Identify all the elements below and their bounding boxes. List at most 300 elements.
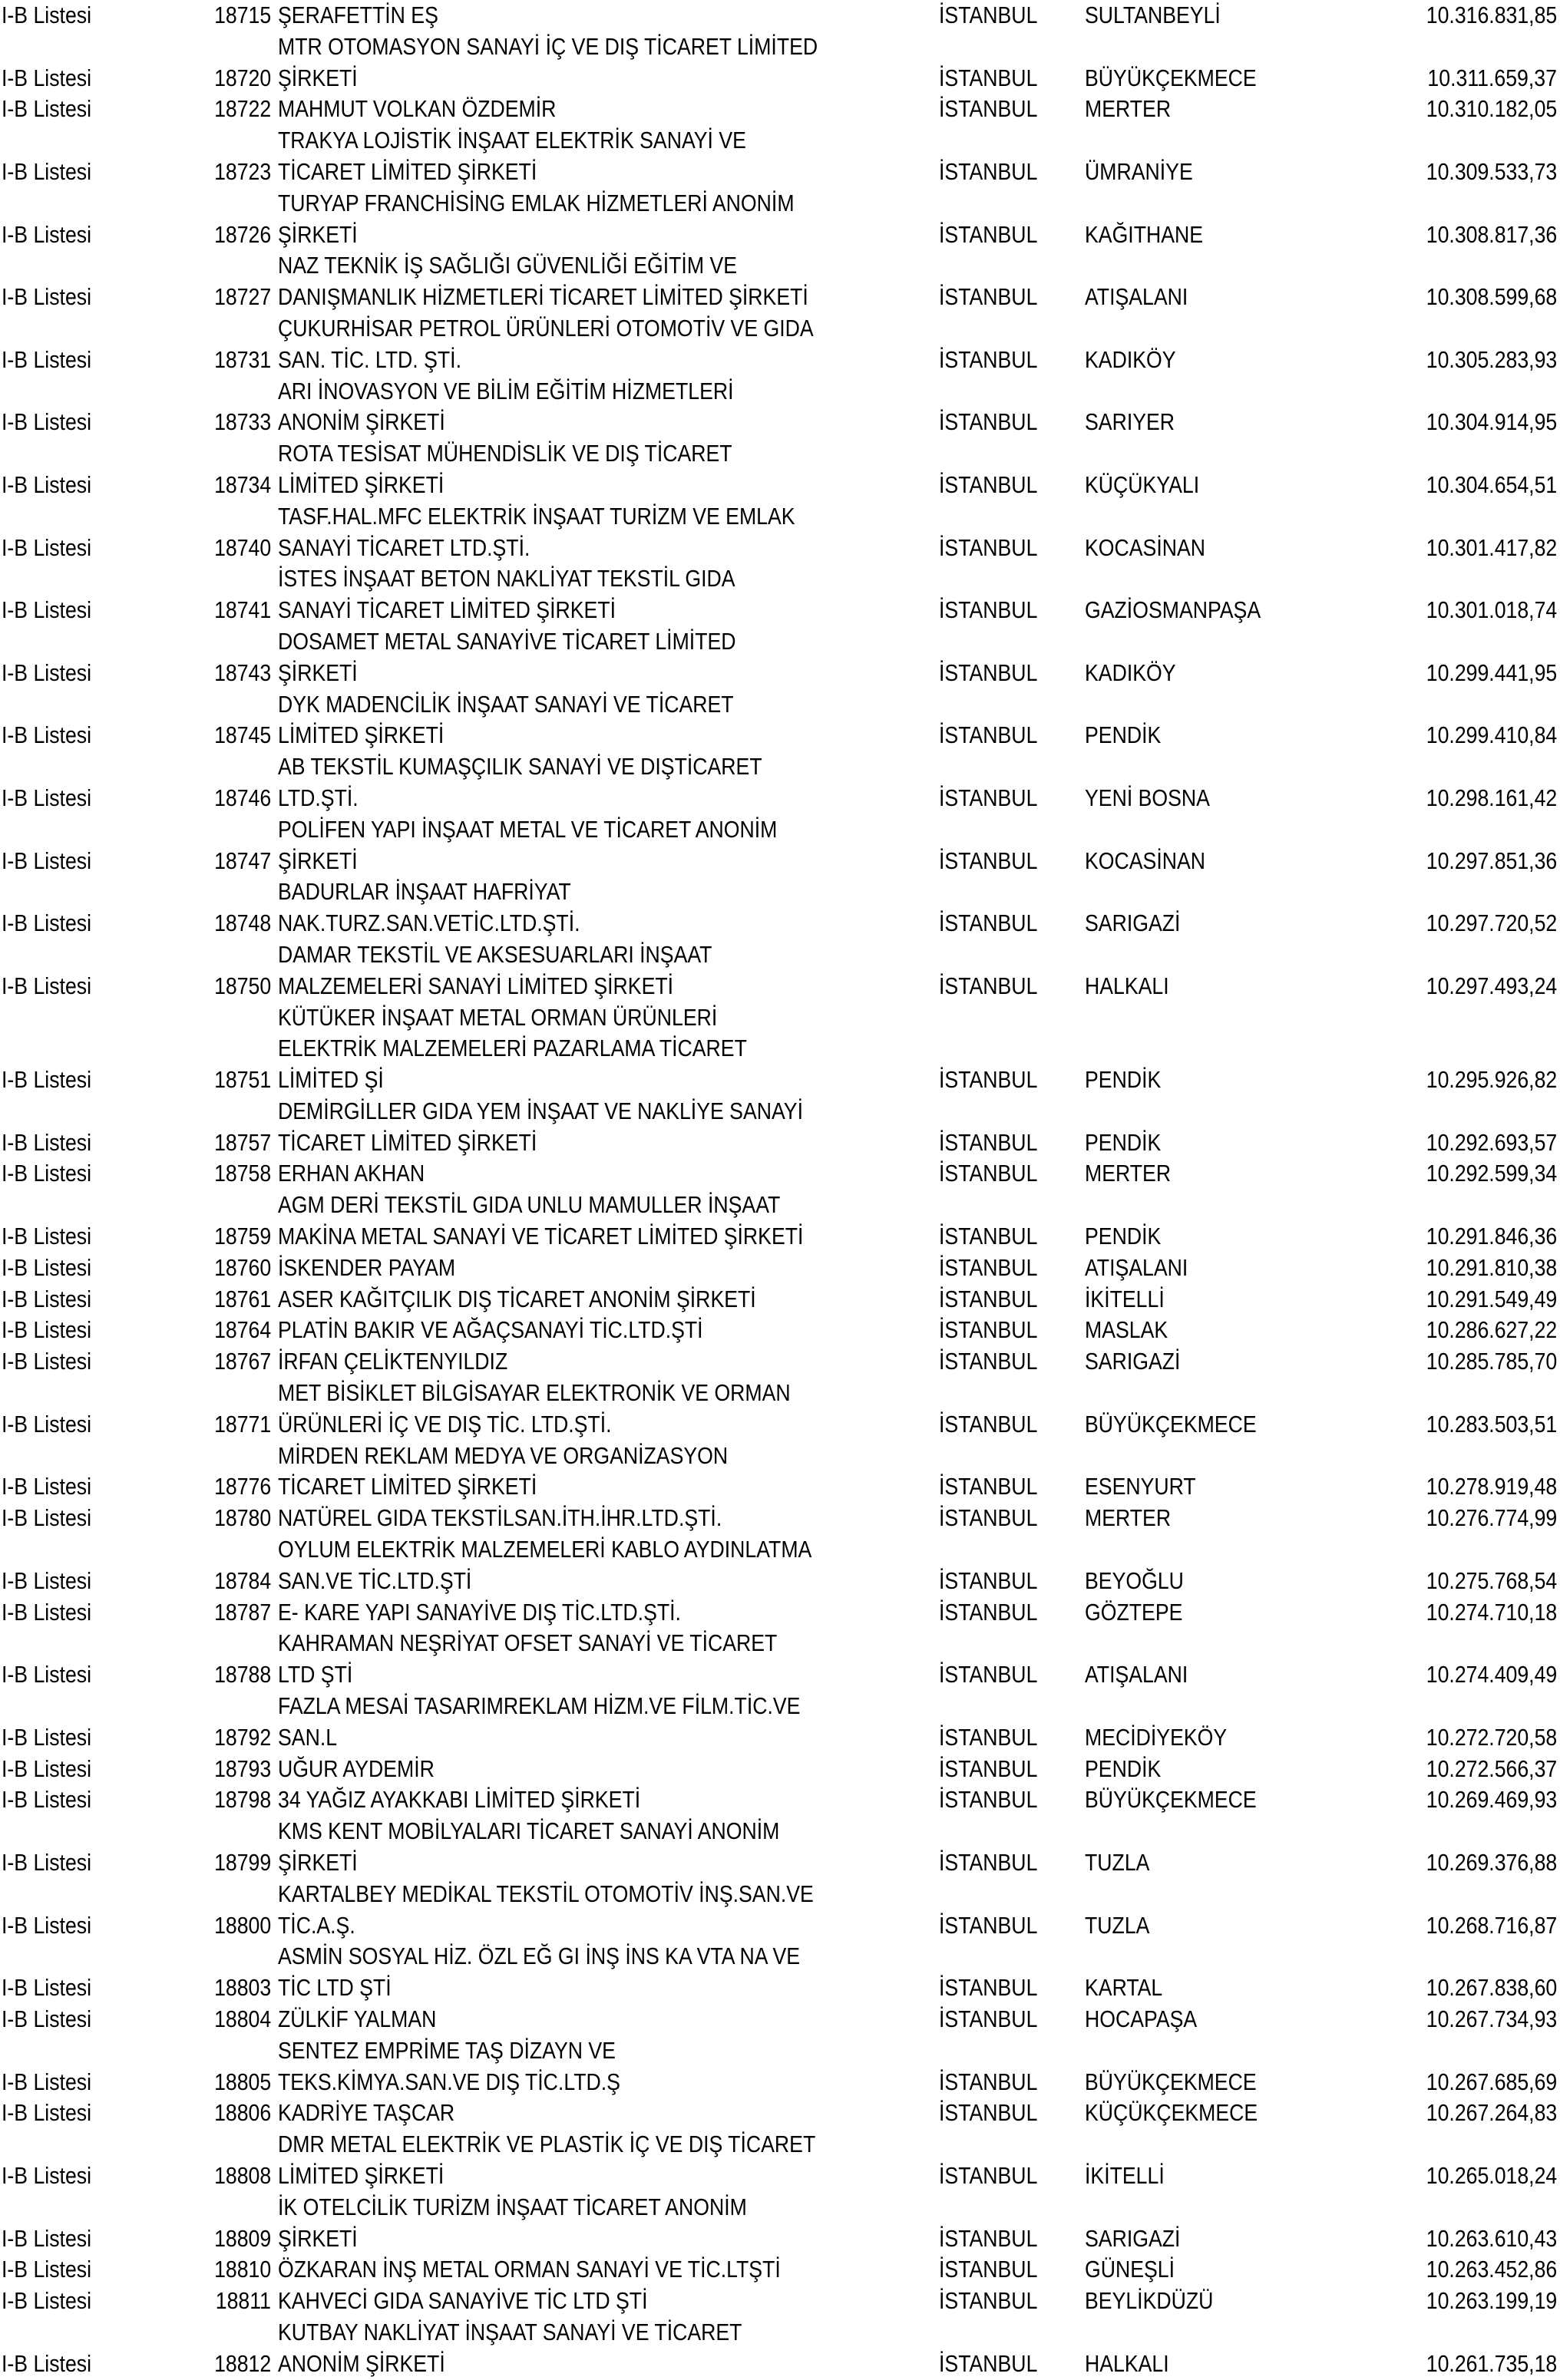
row-line <box>0 846 1560 877</box>
table-row <box>0 1597 1560 1629</box>
row-line <box>0 501 1560 533</box>
amount-cell: 10.305.283,93 <box>1426 345 1557 373</box>
district-cell: KADIKÖY <box>1085 659 1176 686</box>
row-line <box>0 1659 1560 1691</box>
table-row <box>0 1190 1560 1253</box>
list-name-cell: I-B Listesi <box>2 2256 92 2283</box>
row-line <box>0 2098 1560 2129</box>
city-cell: İSTANBUL <box>939 721 1038 749</box>
record-id-cell: 18748 <box>213 909 271 937</box>
record-id-cell: 18733 <box>213 408 271 436</box>
city-cell: İSTANBUL <box>939 64 1038 91</box>
record-id-cell: 18810 <box>213 2256 271 2283</box>
record-id-cell: 18784 <box>213 1566 271 1594</box>
city-cell: İSTANBUL <box>939 1849 1038 1877</box>
amount-cell: 10.316.831,85 <box>1426 2 1557 28</box>
company-name-cell: NAZ TEKNİK İŞ SAĞLIĞI GÜVENLİĞİ EĞİTİM VE <box>278 252 738 279</box>
row-line <box>0 313 1560 345</box>
list-name-cell: I-B Listesi <box>2 659 92 686</box>
company-name-cell: MET BİSİKLET BİLGİSAYAR ELEKTRONİK VE ORMAN <box>278 1379 791 1407</box>
row-line <box>0 345 1560 376</box>
row-line <box>0 1033 1560 1065</box>
row-line <box>0 1816 1560 1847</box>
row-line <box>0 2129 1560 2160</box>
record-id-cell: 18720 <box>213 64 271 91</box>
district-cell: PENDİK <box>1085 1223 1162 1250</box>
table-row <box>0 2286 1560 2317</box>
record-id-cell: 18792 <box>213 1723 271 1751</box>
list-name-cell: I-B Listesi <box>2 470 92 498</box>
city-cell: İSTANBUL <box>939 2224 1038 2252</box>
row-line <box>0 595 1560 626</box>
city-cell: İSTANBUL <box>939 1348 1038 1375</box>
list-name-cell: I-B Listesi <box>2 909 92 937</box>
row-line <box>0 2349 1560 2380</box>
company-name-cell: ASMİN SOSYAL HİZ. ÖZL EĞ GI İNŞ İNS KA VTA NA VE <box>278 1943 801 1970</box>
amount-cell: 10.263.452,86 <box>1426 2256 1557 2283</box>
row-line <box>0 220 1560 251</box>
row-line <box>0 1190 1560 1221</box>
district-cell: SULTANBEYLİ <box>1085 2 1221 28</box>
record-id-cell: 18793 <box>213 1754 271 1782</box>
row-line <box>0 1784 1560 1816</box>
list-name-cell: I-B Listesi <box>2 1661 92 1688</box>
company-name-cell: AB TEKSTİL KUMAŞÇILIK SANAYİ VE DIŞTİCARET <box>278 753 762 781</box>
table-row <box>0 250 1560 313</box>
district-cell: BÜYÜKÇEKMECE <box>1085 2068 1257 2095</box>
row-line <box>0 720 1560 751</box>
amount-cell: 10.309.533,73 <box>1426 157 1557 185</box>
table-row <box>0 1534 1560 1597</box>
list-name-cell: I-B Listesi <box>2 1849 92 1877</box>
table-row <box>0 1879 1560 1942</box>
company-name-cell: ERHAN AKHAN <box>278 1160 425 1187</box>
list-name-cell: I-B Listesi <box>2 1473 92 1500</box>
record-id-cell: 18771 <box>213 1410 271 1438</box>
record-id-cell: 18788 <box>213 1661 271 1688</box>
table-row <box>0 1691 1560 1754</box>
district-cell: BEYLİKDÜZÜ <box>1085 2287 1214 2315</box>
city-cell: İSTANBUL <box>939 784 1038 811</box>
company-name-cell: SAN.L <box>278 1723 338 1751</box>
row-line <box>0 908 1560 939</box>
table-row <box>0 1754 1560 1785</box>
list-name-cell: I-B Listesi <box>2 784 92 811</box>
row-line <box>0 63 1560 94</box>
amount-cell: 10.263.610,43 <box>1426 2224 1557 2252</box>
district-cell: ÜMRANİYE <box>1085 157 1193 185</box>
company-name-cell: DMR METAL ELEKTRİK VE PLASTİK İÇ VE DIŞ TİCARET <box>278 2131 816 2158</box>
company-name-cell: MTR OTOMASYON SANAYİ İÇ VE DIŞ TİCARET LİMİTED <box>278 32 818 60</box>
record-id-cell: 18767 <box>213 1348 271 1375</box>
company-name-cell: SAN. TİC. LTD. ŞTİ. <box>278 345 461 373</box>
table-row <box>0 31 1560 94</box>
company-name-cell: ŞİRKETİ <box>278 2224 358 2252</box>
record-id-cell: 18805 <box>213 2068 271 2095</box>
company-name-cell: ÜRÜNLERİ İÇ VE DIŞ TİC. LTD.ŞTİ. <box>278 1410 612 1438</box>
row-line <box>0 2317 1560 2349</box>
amount-cell: 10.267.685,69 <box>1426 2068 1557 2095</box>
company-name-cell: ELEKTRİK MALZEMELERİ PAZARLAMA TİCARET <box>278 1035 747 1062</box>
record-id-cell: 18760 <box>213 1253 271 1281</box>
district-cell: MERTER <box>1085 1160 1172 1187</box>
list-name-cell: I-B Listesi <box>2 157 92 185</box>
row-line <box>0 376 1560 408</box>
table-row <box>0 2098 1560 2129</box>
record-id-cell: 18750 <box>213 972 271 999</box>
district-cell: SARIGAZİ <box>1085 1348 1181 1375</box>
city-cell: İSTANBUL <box>939 1223 1038 1250</box>
table-row <box>0 1941 1560 2004</box>
table-row <box>0 1816 1560 1879</box>
company-name-cell: MAKİNA METAL SANAYİ VE TİCARET LİMİTED ŞİRKETİ <box>278 1223 804 1250</box>
company-name-cell: ARI İNOVASYON VE BİLİM EĞİTİM HİZMETLERİ <box>278 377 734 404</box>
record-id-cell: 18731 <box>213 345 271 373</box>
amount-cell: 10.297.720,52 <box>1426 909 1557 937</box>
company-name-cell: DEMİRGİLLER GIDA YEM İNŞAAT VE NAKLİYE SANAYİ <box>278 1097 803 1124</box>
row-line <box>0 2160 1560 2192</box>
city-cell: İSTANBUL <box>939 1253 1038 1281</box>
city-cell: İSTANBUL <box>939 1754 1038 1782</box>
city-cell: İSTANBUL <box>939 1128 1038 1156</box>
table-row <box>0 1002 1560 1096</box>
list-name-cell: I-B Listesi <box>2 64 92 91</box>
row-line <box>0 2286 1560 2317</box>
list-name-cell: I-B Listesi <box>2 1160 92 1187</box>
row-line <box>0 1346 1560 1378</box>
list-name-cell: I-B Listesi <box>2 2 92 28</box>
company-name-cell: TRAKYA LOJİSTİK İNŞAAT ELEKTRİK SANAYİ VE <box>278 127 746 154</box>
district-cell: MECİDİYEKÖY <box>1085 1723 1228 1751</box>
company-name-cell: DOSAMET METAL SANAYİVE TİCARET LİMİTED <box>278 627 736 655</box>
company-name-cell: ŞİRKETİ <box>278 64 358 91</box>
city-cell: İSTANBUL <box>939 1598 1038 1626</box>
city-cell: İSTANBUL <box>939 220 1038 248</box>
row-line <box>0 1284 1560 1315</box>
table-row <box>0 563 1560 626</box>
record-id-cell: 18758 <box>213 1160 271 1187</box>
company-name-cell: İRFAN ÇELİKTENYILDIZ <box>278 1348 508 1375</box>
city-cell: İSTANBUL <box>939 2005 1038 2032</box>
list-name-cell: I-B Listesi <box>2 2287 92 2315</box>
company-name-cell: BADURLAR İNŞAAT HAFRİYAT <box>278 878 571 906</box>
row-line <box>0 2192 1560 2223</box>
company-name-cell: ZÜLKİF YALMAN <box>278 2005 437 2032</box>
table-row <box>0 2035 1560 2098</box>
table-row <box>0 2317 1560 2380</box>
company-name-cell: SANAYİ TİCARET LTD.ŞTİ. <box>278 533 530 561</box>
row-line <box>0 1002 1560 1034</box>
company-name-cell: TİC LTD ŞTİ <box>278 1974 392 2002</box>
record-id-cell: 18780 <box>213 1504 271 1532</box>
company-name-cell: LİMİTED Şİ <box>278 1066 384 1094</box>
company-name-cell: DAMAR TEKSTİL VE AKSESUARLARI İNŞAAT <box>278 940 712 968</box>
company-name-cell: İSTES İNŞAAT BETON NAKLİYAT TEKSTİL GIDA <box>278 565 735 593</box>
company-name-cell: ANONİM ŞİRKETİ <box>278 408 445 436</box>
row-line <box>0 563 1560 595</box>
company-name-cell: ŞİRKETİ <box>278 847 358 874</box>
district-cell: BEYOĞLU <box>1085 1566 1184 1594</box>
city-cell: İSTANBUL <box>939 1723 1038 1751</box>
company-name-cell: TASF.HAL.MFC ELEKTRİK İNŞAAT TURİZM VE EMLAK <box>278 502 795 530</box>
list-name-cell: I-B Listesi <box>2 1504 92 1532</box>
amount-cell: 10.267.734,93 <box>1426 2005 1557 2032</box>
amount-cell: 10.292.599,34 <box>1426 1160 1557 1187</box>
table-row <box>0 939 1560 1002</box>
city-cell: İSTANBUL <box>939 157 1038 185</box>
record-id-cell: 18799 <box>213 1849 271 1877</box>
city-cell: İSTANBUL <box>939 1566 1038 1594</box>
district-cell: HALKALI <box>1085 972 1169 999</box>
company-name-cell: DANIŞMANLIK HİZMETLERİ TİCARET LİMİTED ŞİRKETİ <box>278 283 808 311</box>
company-name-cell: E- KARE YAPI SANAYİVE DIŞ TİC.LTD.ŞTİ. <box>278 1598 681 1626</box>
table-row <box>0 2192 1560 2255</box>
district-cell: KAĞITHANE <box>1085 220 1204 248</box>
amount-cell: 10.263.199,19 <box>1426 2287 1557 2315</box>
table-row <box>0 689 1560 752</box>
table-row <box>0 2129 1560 2192</box>
amount-cell: 10.276.774,99 <box>1426 1504 1557 1532</box>
row-line <box>0 1597 1560 1629</box>
company-name-cell: POLİFEN YAPI İNŞAAT METAL VE TİCARET ANONİM <box>278 815 778 843</box>
row-line <box>0 1409 1560 1441</box>
record-id-cell: 18806 <box>213 2099 271 2127</box>
table-row <box>0 814 1560 877</box>
row-line <box>0 1253 1560 1284</box>
district-cell: İKİTELLİ <box>1085 1285 1165 1312</box>
row-line <box>0 94 1560 125</box>
company-name-cell: ŞİRKETİ <box>278 1849 358 1877</box>
list-name-cell: I-B Listesi <box>2 1348 92 1375</box>
list-name-cell: I-B Listesi <box>2 1723 92 1751</box>
record-id-cell: 18723 <box>213 157 271 185</box>
list-name-cell: I-B Listesi <box>2 1598 92 1626</box>
list-name-cell: I-B Listesi <box>2 1285 92 1312</box>
company-name-cell: 34 YAĞIZ AYAKKABI LİMİTED ŞİRKETİ <box>278 1786 641 1814</box>
district-cell: ESENYURT <box>1085 1473 1196 1500</box>
record-id-cell: 18745 <box>213 721 271 749</box>
row-line <box>0 1534 1560 1566</box>
record-id-cell: 18741 <box>213 596 271 624</box>
table-row <box>0 1784 1560 1816</box>
row-line <box>0 0 1560 31</box>
company-name-cell: TİCARET LİMİTED ŞİRKETİ <box>278 1473 537 1500</box>
list-name-cell: I-B Listesi <box>2 1974 92 2002</box>
list-name-cell: I-B Listesi <box>2 1128 92 1156</box>
list-name-cell: I-B Listesi <box>2 2349 92 2377</box>
row-line <box>0 1096 1560 1127</box>
company-name-cell: MAHMUT VOLKAN ÖZDEMİR <box>278 95 557 123</box>
amount-cell: 10.275.768,54 <box>1426 1566 1557 1594</box>
district-cell: HOCAPAŞA <box>1085 2005 1198 2032</box>
row-line <box>0 1754 1560 1785</box>
company-name-cell: SENTEZ EMPRİME TAŞ DİZAYN VE <box>278 2036 616 2064</box>
district-cell: MASLAK <box>1085 1316 1168 1344</box>
district-cell: GAZİOSMANPAŞA <box>1085 596 1261 624</box>
record-id-cell: 18715 <box>213 2 271 28</box>
amount-cell: 10.291.846,36 <box>1426 1223 1557 1250</box>
company-name-cell: LİMİTED ŞİRKETİ <box>278 470 445 498</box>
company-name-cell: TURYAP FRANCHİSİNG EMLAK HİZMETLERİ ANONİM <box>278 189 795 216</box>
amount-cell: 10.291.549,49 <box>1426 1285 1557 1312</box>
amount-cell: 10.311.659,37 <box>1427 64 1557 91</box>
city-cell: İSTANBUL <box>939 283 1038 311</box>
row-line <box>0 188 1560 220</box>
company-name-cell: FAZLA MESAİ TASARIMREKLAM HİZM.VE FİLM.TİC.VE <box>278 1692 801 1720</box>
company-name-cell: ŞİRKETİ <box>278 659 358 686</box>
row-line <box>0 125 1560 157</box>
district-cell: KARTAL <box>1085 1974 1163 2002</box>
row-line <box>0 1221 1560 1253</box>
row-line <box>0 31 1560 63</box>
amount-cell: 10.274.710,18 <box>1426 1598 1557 1626</box>
record-id-cell: 18727 <box>213 283 271 311</box>
amount-cell: 10.269.376,88 <box>1426 1849 1557 1877</box>
company-name-cell: İSKENDER PAYAM <box>278 1253 456 1281</box>
city-cell: İSTANBUL <box>939 1473 1038 1500</box>
company-name-cell: AGM DERİ TEKSTİL GIDA UNLU MAMULLER İNŞAAT <box>278 1191 781 1219</box>
record-id-cell: 18726 <box>213 220 271 248</box>
company-name-cell: TEKS.KİMYA.SAN.VE DIŞ TİC.LTD.Ş <box>278 2068 620 2095</box>
amount-cell: 10.285.785,70 <box>1426 1348 1557 1375</box>
company-name-cell: NAK.TURZ.SAN.VETİC.LTD.ŞTİ. <box>278 909 580 937</box>
city-cell: İSTANBUL <box>939 2161 1038 2189</box>
row-line <box>0 407 1560 438</box>
row-line <box>0 2254 1560 2286</box>
row-line <box>0 783 1560 814</box>
district-cell: PENDİK <box>1085 1128 1162 1156</box>
list-name-cell: I-B Listesi <box>2 847 92 874</box>
row-line <box>0 1158 1560 1190</box>
company-name-cell: NATÜREL GIDA TEKSTİLSAN.İTH.İHR.LTD.ŞTİ. <box>278 1504 722 1532</box>
row-line <box>0 971 1560 1002</box>
company-name-cell: UĞUR AYDEMİR <box>278 1754 435 1782</box>
row-line <box>0 533 1560 564</box>
district-cell: BÜYÜKÇEKMECE <box>1085 1410 1257 1438</box>
table-row <box>0 1378 1560 1441</box>
city-cell: İSTANBUL <box>939 972 1038 999</box>
company-name-cell: ASER KAĞITÇILIK DIŞ TİCARET ANONİM ŞİRKETİ <box>278 1285 756 1312</box>
company-name-cell: ÇUKURHİSAR PETROL ÜRÜNLERİ OTOMOTİV VE GIDA <box>278 314 814 342</box>
record-id-cell: 18761 <box>213 1285 271 1312</box>
record-id-cell: 18809 <box>213 2224 271 2252</box>
city-cell: İSTANBUL <box>939 2068 1038 2095</box>
company-name-cell: KUTBAY NAKLİYAT İNŞAAT SANAYİ VE TİCARET <box>278 2318 742 2345</box>
district-cell: MERTER <box>1085 95 1172 123</box>
record-id-cell: 18808 <box>213 2161 271 2189</box>
city-cell: İSTANBUL <box>939 533 1038 561</box>
row-line <box>0 1315 1560 1346</box>
amount-cell: 10.299.410,84 <box>1426 721 1557 749</box>
company-name-cell: ŞERAFETTİN EŞ <box>278 2 438 28</box>
row-line <box>0 814 1560 846</box>
company-name-cell: ŞİRKETİ <box>278 220 358 248</box>
row-line <box>0 1910 1560 1942</box>
city-cell: İSTANBUL <box>939 1911 1038 1939</box>
row-line <box>0 689 1560 721</box>
company-name-cell: LİMİTED ŞİRKETİ <box>278 2161 445 2189</box>
district-cell: GÜNEŞLİ <box>1085 2256 1175 2283</box>
district-cell: SARIGAZİ <box>1085 909 1181 937</box>
row-line <box>0 470 1560 501</box>
company-name-cell: TİC.A.Ş. <box>278 1911 355 1939</box>
company-name-cell: KMS KENT MOBİLYALARI TİCARET SANAYİ ANONİM <box>278 1817 780 1845</box>
row-line <box>0 1972 1560 2004</box>
list-name-cell: I-B Listesi <box>2 2161 92 2189</box>
row-line <box>0 1378 1560 1409</box>
record-id-cell: 18812 <box>213 2349 271 2377</box>
row-line <box>0 1941 1560 1972</box>
list-name-cell: I-B Listesi <box>2 2099 92 2127</box>
record-id-cell: 18722 <box>213 95 271 123</box>
city-cell: İSTANBUL <box>939 1410 1038 1438</box>
list-name-cell: I-B Listesi <box>2 1066 92 1094</box>
district-cell: BÜYÜKÇEKMECE <box>1085 64 1257 91</box>
list-name-cell: I-B Listesi <box>2 1223 92 1250</box>
list-name-cell: I-B Listesi <box>2 596 92 624</box>
amount-cell: 10.267.264,83 <box>1426 2099 1557 2127</box>
row-line <box>0 250 1560 282</box>
list-name-cell: I-B Listesi <box>2 95 92 123</box>
row-line <box>0 157 1560 188</box>
table-row <box>0 313 1560 376</box>
row-line <box>0 1879 1560 1910</box>
city-cell: İSTANBUL <box>939 1066 1038 1094</box>
amount-cell: 10.272.720,58 <box>1426 1723 1557 1751</box>
list-name-cell: I-B Listesi <box>2 2068 92 2095</box>
table-row <box>0 376 1560 439</box>
company-name-cell: KARTALBEY MEDİKAL TEKSTİL OTOMOTİV İNŞ.SAN.VE <box>278 1880 814 1907</box>
company-name-cell: LTD.ŞTİ. <box>278 784 359 811</box>
company-name-cell: LTD ŞTİ <box>278 1661 353 1688</box>
company-name-cell: KADRİYE TAŞCAR <box>278 2099 455 2127</box>
amount-cell: 10.272.566,37 <box>1426 1754 1557 1782</box>
row-line <box>0 2223 1560 2255</box>
amount-cell: 10.283.503,51 <box>1426 1410 1557 1438</box>
district-cell: PENDİK <box>1085 1754 1162 1782</box>
amount-cell: 10.274.409,49 <box>1426 1661 1557 1688</box>
amount-cell: 10.297.851,36 <box>1426 847 1557 874</box>
amount-cell: 10.301.018,74 <box>1426 596 1557 624</box>
row-line <box>0 658 1560 689</box>
company-name-cell: OYLUM ELEKTRİK MALZEMELERİ KABLO AYDINLATMA <box>278 1536 812 1563</box>
row-line <box>0 2067 1560 2098</box>
table-row <box>0 1096 1560 1159</box>
city-cell: İSTANBUL <box>939 470 1038 498</box>
city-cell: İSTANBUL <box>939 1661 1038 1688</box>
row-line <box>0 1566 1560 1597</box>
list-name-cell: I-B Listesi <box>2 2005 92 2032</box>
city-cell: İSTANBUL <box>939 596 1038 624</box>
amount-cell: 10.308.817,36 <box>1426 220 1557 248</box>
list-name-cell: I-B Listesi <box>2 1253 92 1281</box>
record-id-cell: 18764 <box>213 1316 271 1344</box>
district-cell: İKİTELLİ <box>1085 2161 1165 2189</box>
amount-cell: 10.295.926,82 <box>1426 1066 1557 1094</box>
row-line <box>0 1471 1560 1503</box>
district-cell: ATIŞALANI <box>1085 1253 1188 1281</box>
district-cell: BÜYÜKÇEKMECE <box>1085 1786 1257 1814</box>
company-name-cell: MİRDEN REKLAM MEDYA VE ORGANİZASYON <box>278 1441 729 1469</box>
row-line <box>0 438 1560 470</box>
table-row <box>0 626 1560 689</box>
district-cell: GÖZTEPE <box>1085 1598 1183 1626</box>
district-cell: ATIŞALANI <box>1085 1661 1188 1688</box>
company-name-cell: KAHRAMAN NEŞRİYAT OFSET SANAYİ VE TİCARET <box>278 1629 778 1657</box>
list-name-cell: I-B Listesi <box>2 1566 92 1594</box>
district-cell: TUZLA <box>1085 1849 1150 1877</box>
table-row <box>0 1441 1560 1504</box>
